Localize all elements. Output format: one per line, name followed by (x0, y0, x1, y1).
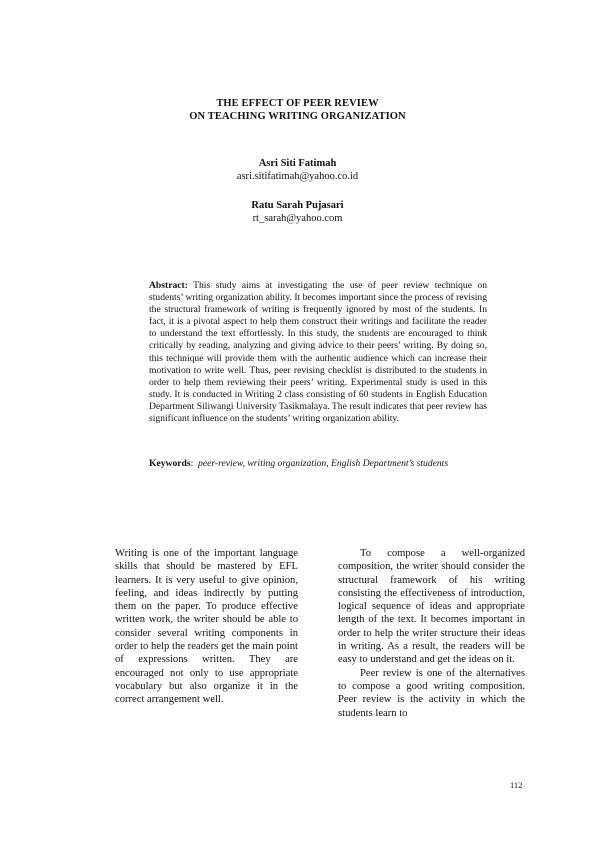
author-name: Asri Siti Fatimah (258, 158, 337, 169)
author-name: Ratu Sarah Pujasari (251, 200, 344, 211)
title-line-1: THE EFFECT OF PEER REVIEW (216, 98, 379, 109)
page-number: 112 (510, 780, 523, 790)
author-email: asri.sitifatimah@yahoo.co.id (236, 171, 359, 182)
keywords: Keywords: peer-review, writing organization, English Department’s students (149, 458, 449, 469)
body-paragraph: To compose a well-organized composition, the writer should consider the structural framework of his writing consisting the effectiveness of introduction, logical sequence of ideas and appropriate length of the text. It becomes important in order to help the writer structure their ideas in writing. As a result, the readers will be easy to understand and get the ideas on it. (338, 548, 525, 666)
abstract-text: This study aims at investigating the use of peer review technique on students’ writing organization ability. It becomes important since the process of revising the structural framework of writing is frequently ignored by most of the students. In fact, it is a pivotal aspect to help them construct their writings and facilitate the reader to understand the text effortlessly. In this study, the students are encouraged to think critically by reading, analyzing and giving advice to their peers’ writing. By doing so, this technique will provide them with the authentic audience which can increase their motivation to write well. Thus, peer revising checklist is distributed to the students in order to help them reviewing their peers’ writing. Experimental study is used in this study. It is conducted in Writing 2 class consisting of 60 students in English Education Department Siliwangi University Tasikmalaya. The result indicates that peer review has significant influence on the students’ writing organization ability. (149, 280, 487, 425)
paper-title (0, 97, 595, 123)
keywords-label: Keywords (149, 458, 191, 469)
author-block-1 (0, 157, 595, 183)
body-paragraph: Peer review is one of the alternatives to compose a good writing composition. Peer review is the activity in which the students learn to (338, 667, 525, 719)
body-paragraph: Writing is one of the important language skills that should be mastered by EFL learners. It is very useful to give opinion, feeling, and ideas indirectly by putting them on the paper. To produce effective written work, the writer should be able to consider several writing components in order to help the readers get the main point of expressions written. They are encouraged not only to use appropriate vocabulary but also organize it in the correct arrangement well. (115, 548, 298, 706)
body-column-left (115, 547, 298, 707)
author-block-2 (0, 199, 595, 225)
keywords-value: peer-review, writing organization, English Department’s students (198, 458, 449, 469)
title-line-2: ON TEACHING WRITING ORGANIZATION (189, 111, 406, 122)
body-column-right (338, 547, 525, 720)
abstract (149, 280, 487, 425)
author-email: rt_sarah@yahoo.com (252, 213, 343, 224)
abstract-label: Abstract: (149, 280, 188, 291)
